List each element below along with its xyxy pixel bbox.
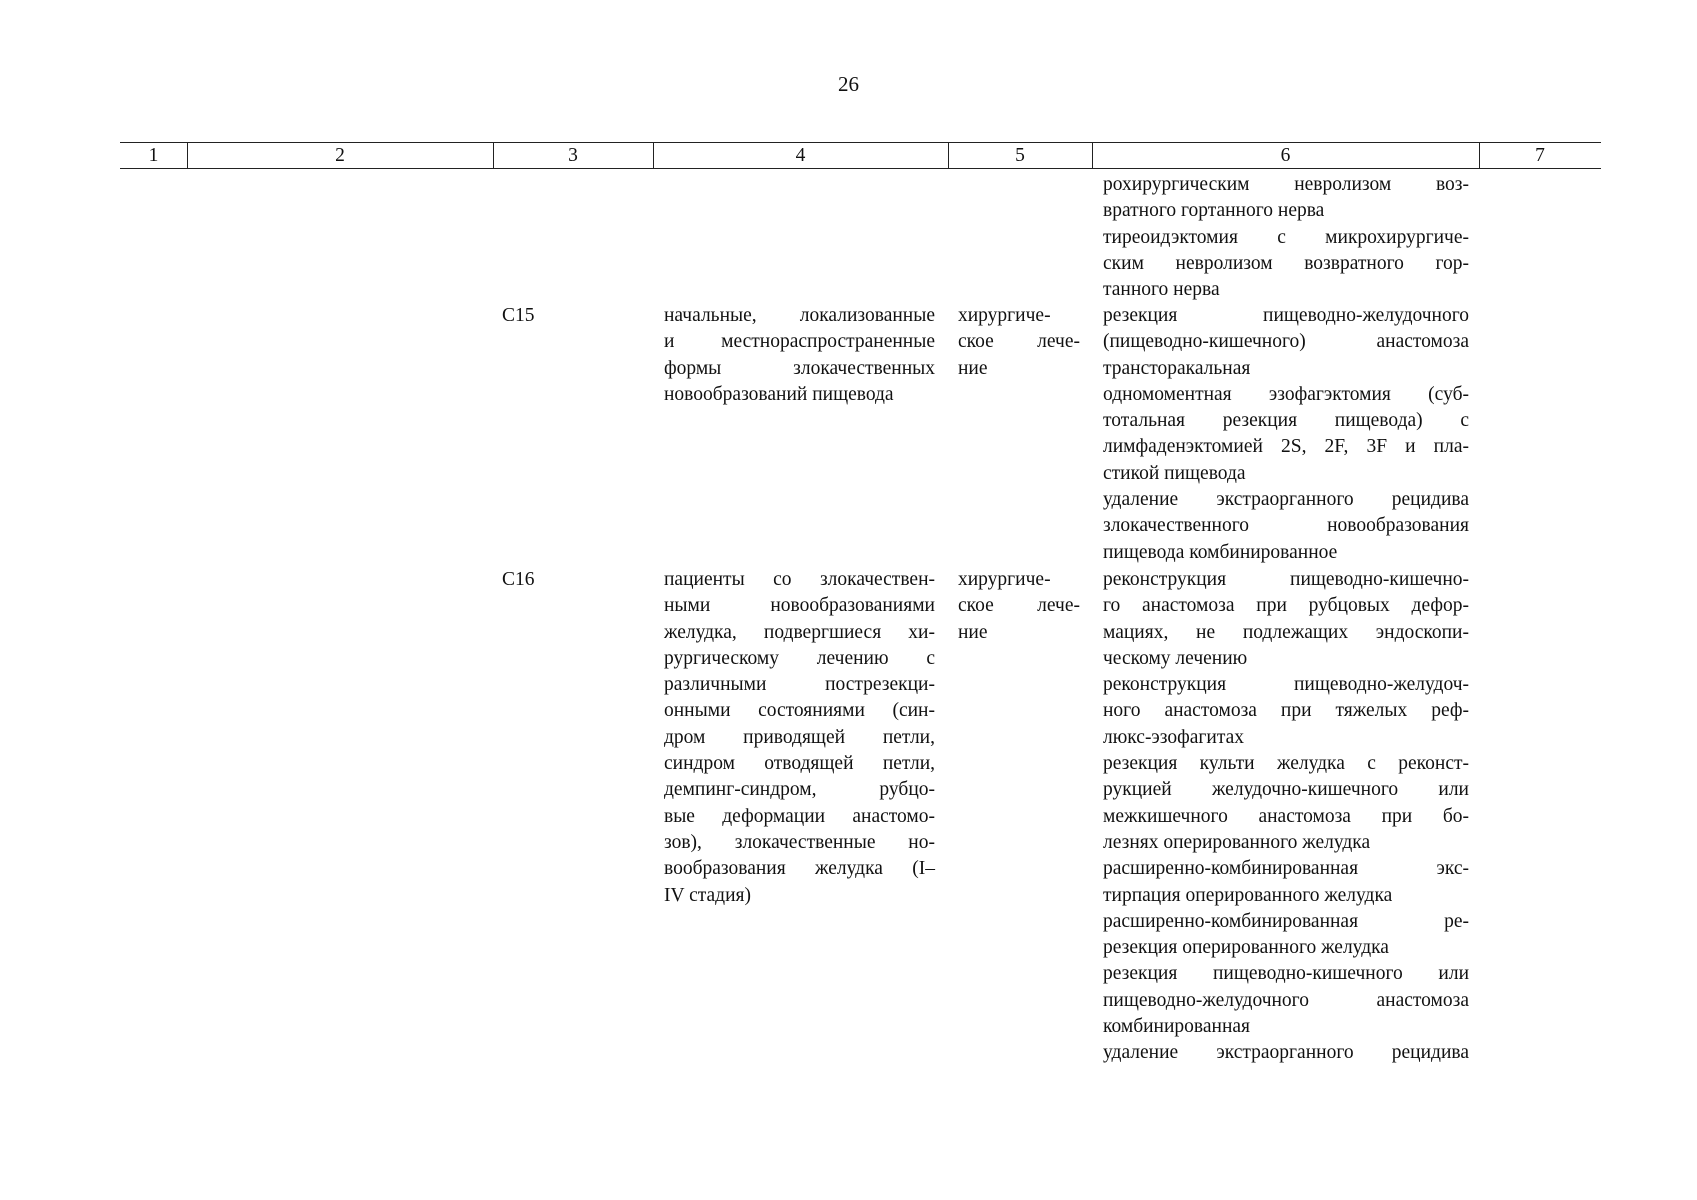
method-line: танного нерва <box>1103 279 1220 301</box>
method-line: рохирургическим невролизом воз- <box>1103 174 1469 195</box>
patient-line: зов), злокачественные но- <box>664 831 935 853</box>
method-line: пищеводно-желудочного анастомоза <box>1103 989 1469 1011</box>
column-header-2: 2 <box>335 145 345 166</box>
patient-line: пациенты со злокачествен- <box>664 569 935 590</box>
patient-model <box>664 567 935 909</box>
method-line: одномоментная эзофагэктомия (суб- <box>1103 383 1469 405</box>
treatment-methods <box>1103 567 1469 1067</box>
patient-line: желудка, подвергшиеся хи- <box>664 621 935 643</box>
method-line: лезнях оперированного желудка <box>1103 831 1371 853</box>
method-line: тирпация оперированного желудка <box>1103 884 1393 906</box>
method-line: ного анастомоза при тяжелых реф- <box>1103 700 1469 722</box>
method-line: вратного гортанного нерва <box>1103 200 1325 222</box>
treatment-type <box>958 303 1080 382</box>
method-line: тотальная резекция пищевода) с <box>1103 410 1469 432</box>
treatment-line: хирургиче- <box>958 569 1051 590</box>
method-line: межкишечного анастомоза при бо- <box>1103 805 1469 827</box>
method-line: ским невролизом возвратного гор- <box>1103 252 1469 274</box>
method-line: злокачественного новообразования <box>1103 515 1469 537</box>
patient-line: и местнораспространенные <box>664 331 935 353</box>
method-line: комбинированная <box>1103 1016 1251 1038</box>
method-line: резекция оперированного желудка <box>1103 937 1389 959</box>
method-line: реконструкция пищеводно-желудоч- <box>1103 674 1469 696</box>
method-line: трансторакальная <box>1103 357 1251 379</box>
method-line: реконструкция пищеводно-кишечно- <box>1103 569 1469 590</box>
method-line: расширенно-комбинированная экс- <box>1103 858 1469 880</box>
method-line: го анастомоза при рубцовых дефор- <box>1103 595 1469 617</box>
method-line: мациях, не подлежащих эндоскопи- <box>1103 621 1469 643</box>
method-line: тиреоидэктомия с микрохирургиче- <box>1103 226 1469 248</box>
patient-line: ными новообразованиями <box>664 595 935 617</box>
page-number: 26 <box>838 72 859 96</box>
method-line: стикой пищевода <box>1103 462 1246 484</box>
treatment-line: ние <box>958 357 988 379</box>
column-header-5: 5 <box>1015 145 1025 166</box>
patient-line: рургическому лечению с <box>664 647 935 669</box>
patient-line: IV стадия) <box>664 884 751 906</box>
method-line: люкс-эзофагитах <box>1103 726 1245 748</box>
method-line: лимфаденэктомией 2S, 2F, 3F и пла- <box>1103 436 1469 458</box>
treatment-line: хирургиче- <box>958 305 1051 326</box>
column-header-3: 3 <box>568 145 578 166</box>
method-line: расширенно-комбинированная ре- <box>1103 910 1469 932</box>
treatment-line: ское лече- <box>958 595 1080 617</box>
treatment-line: ние <box>958 621 988 643</box>
patient-line: онными состояниями (син- <box>664 700 935 722</box>
patient-line: демпинг-синдром, рубцо- <box>664 779 935 801</box>
patient-line: новообразований пищевода <box>664 383 894 405</box>
column-header-6: 6 <box>1280 145 1291 166</box>
method-line: рукцией желудочно-кишечного или <box>1103 779 1469 801</box>
table-header-row <box>120 142 1601 169</box>
column-header-1: 1 <box>148 145 159 166</box>
patient-line: дром приводящей петли, <box>664 726 935 748</box>
column-header-4: 4 <box>795 145 806 166</box>
patient-model <box>664 303 935 408</box>
method-line: пищевода комбинированное <box>1103 541 1338 563</box>
method-line: резекция пищеводно-желудочного <box>1103 305 1469 326</box>
row-code: C16 <box>502 569 535 590</box>
continuation-methods <box>1103 172 1469 303</box>
patient-line: вообразования желудка (I– <box>664 858 935 880</box>
method-line: ческому лечению <box>1103 647 1248 669</box>
treatment-line: ское лече- <box>958 331 1080 353</box>
method-line: резекция культи желудка с реконст- <box>1103 753 1469 775</box>
patient-line: формы злокачественных <box>664 357 935 379</box>
patient-line: различными пострезекци- <box>664 674 935 696</box>
patient-line: вые деформации анастомо- <box>664 805 935 827</box>
method-line: удаление экстраорганного рецидива <box>1103 489 1469 511</box>
method-line: (пищеводно-кишечного) анастомоза <box>1103 331 1469 353</box>
method-line: резекция пищеводно-кишечного или <box>1103 963 1469 985</box>
patient-line: синдром отводящей петли, <box>664 753 935 775</box>
method-line: удаление экстраорганного рецидива <box>1103 1042 1469 1064</box>
treatment-methods <box>1103 303 1469 566</box>
row-code: C15 <box>502 305 535 326</box>
column-header-7: 7 <box>1535 145 1545 166</box>
patient-line: начальные, локализованные <box>664 305 935 326</box>
treatment-type <box>958 567 1080 646</box>
